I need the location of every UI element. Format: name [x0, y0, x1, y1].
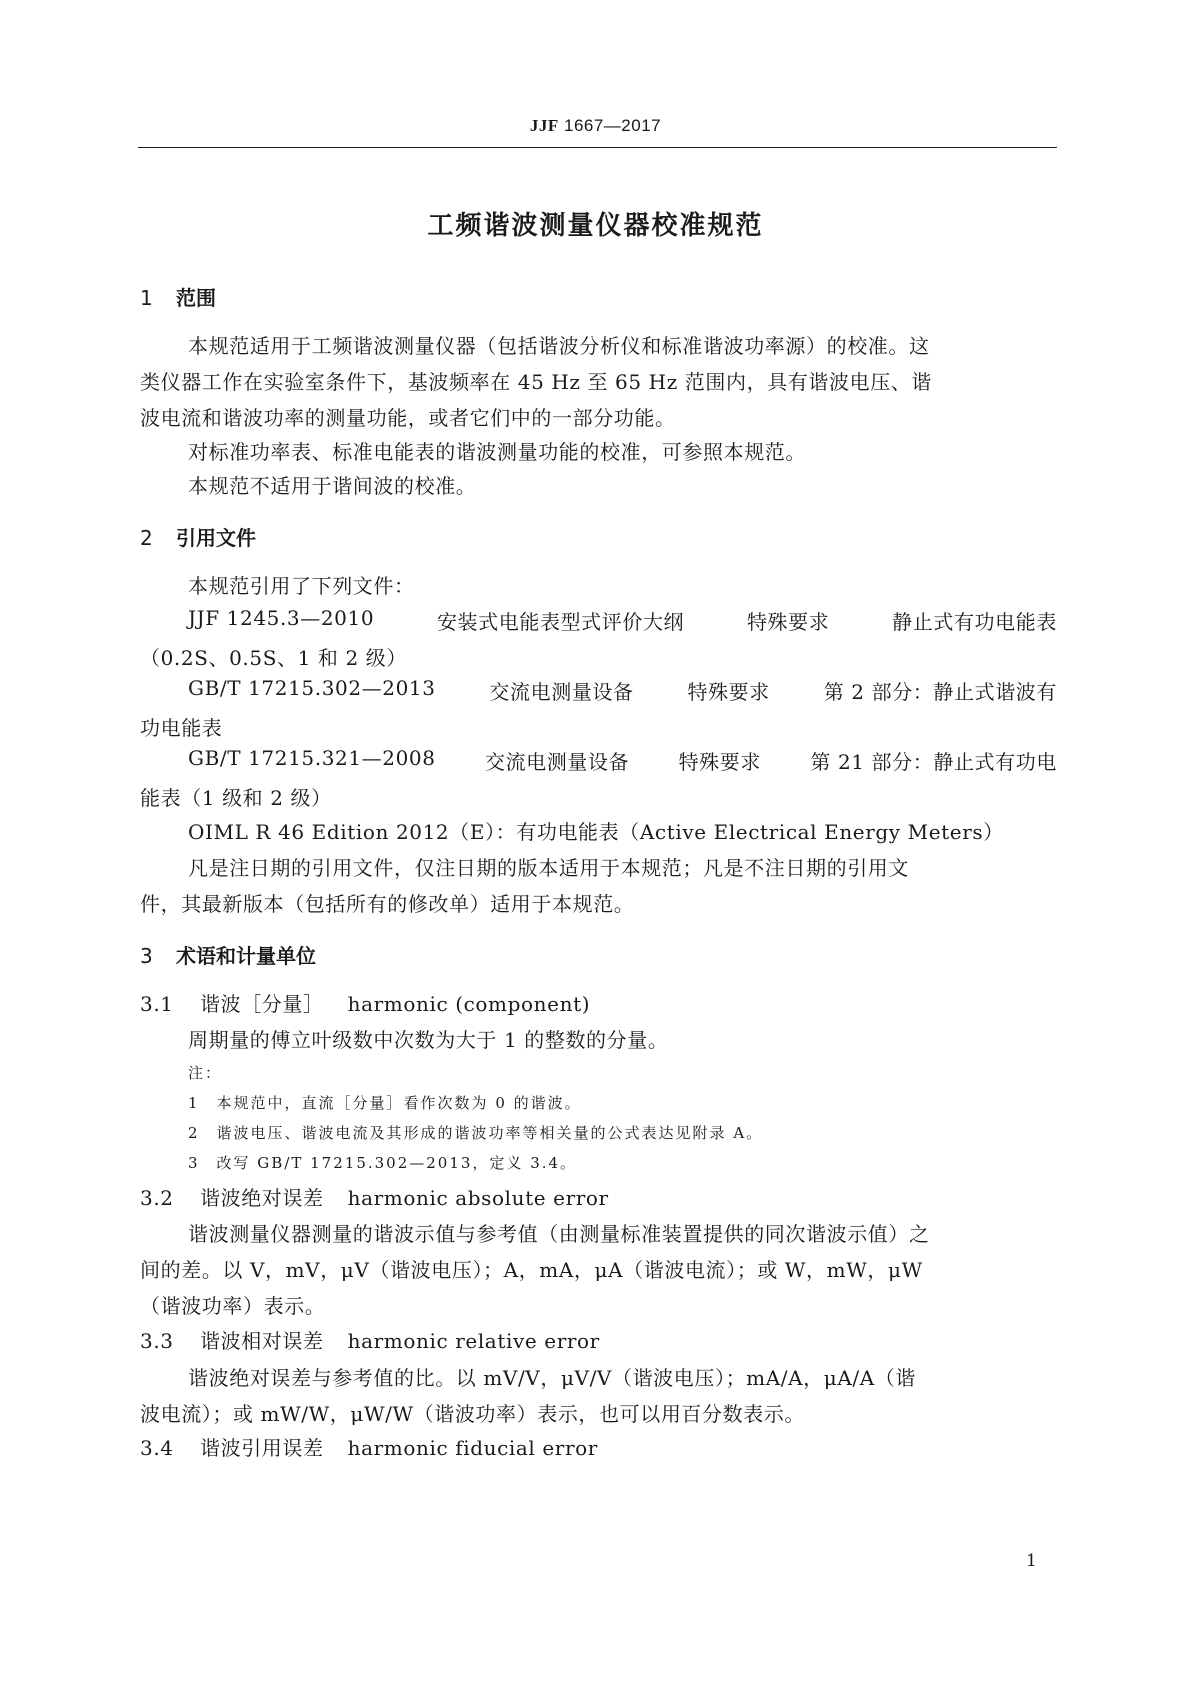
term-english: harmonic relative error [347, 1329, 600, 1353]
scope-paragraph-line: 类仪器工作在实验室条件下，基波频率在 45 Hz 至 65 Hz 范围内，具有谐波电压、谐 [140, 370, 932, 394]
term-heading [140, 1432, 598, 1461]
reference-continuation: 功电能表 [140, 716, 223, 740]
header-rule [138, 147, 1057, 148]
term-english: harmonic absolute error [347, 1186, 609, 1210]
scope-paragraph: 本规范不适用于谐间波的校准。 [188, 474, 477, 498]
term-definition-line: 谐波绝对误差与参考值的比。以 mV/V，μV/V（谐波电压）；mA/A，μA/A（谐 [188, 1366, 916, 1390]
references-note-line: 凡是注日期的引用文件，仅注日期的版本适用于本规范；凡是不注日期的引用文 [188, 856, 909, 880]
reference-continuation: （0.2S、0.5S、1 和 2 级） [140, 646, 407, 670]
section-number: 1 [140, 286, 153, 310]
scope-paragraph-line: 本规范适用于工频谐波测量仪器（包括谐波分析仪和标准谐波功率源）的校准。这 [188, 334, 930, 358]
reference-title: 交流电测量设备 [489, 680, 634, 704]
section-number: 3 [140, 944, 153, 968]
section-number: 2 [140, 526, 153, 550]
reference-entry [188, 746, 1057, 775]
term-number: 3.2 [140, 1186, 174, 1210]
section-heading-scope [140, 282, 216, 311]
note-item: 3 改写 GB/T 17215.302—2013，定义 3.4。 [188, 1154, 578, 1172]
reference-entry [188, 606, 1057, 635]
reference-code: GB/T 17215.321—2008 [188, 746, 436, 770]
term-number: 3.4 [140, 1436, 174, 1460]
standard-code-header [0, 116, 1191, 136]
page-number: 1 [1026, 1551, 1037, 1571]
term-definition-line: （谐波功率）表示。 [140, 1294, 326, 1318]
term-heading [140, 1182, 609, 1211]
reference-title: 特殊要求 [678, 750, 761, 774]
note-label: 注： [188, 1064, 223, 1082]
note-item: 1 本规范中，直流［分量］看作次数为 0 的谐波。 [188, 1094, 582, 1112]
term-english: harmonic (component) [347, 992, 591, 1016]
references-intro: 本规范引用了下列文件： [188, 574, 415, 598]
term-chinese: 谐波相对误差 [200, 1329, 324, 1353]
section-heading-references [140, 522, 256, 551]
references-note-line: 件，其最新版本（包括所有的修改单）适用于本规范。 [140, 892, 635, 916]
section-title: 术语和计量单位 [176, 944, 316, 968]
section-title: 引用文件 [176, 526, 256, 550]
reference-title: 安装式电能表型式评价大纲 [436, 610, 685, 634]
reference-continuation: 能表（1 级和 2 级） [140, 786, 332, 810]
section-heading-terms [140, 940, 316, 969]
term-heading [140, 988, 590, 1017]
term-number: 3.3 [140, 1329, 174, 1353]
reference-title: 静止式有功电能表 [892, 610, 1057, 634]
reference-code: JJF 1245.3—2010 [188, 606, 375, 630]
reference-entry: OIML R 46 Edition 2012（E）：有功电能表（Active Electrical Energy Meters） [188, 820, 1004, 844]
term-chinese: 谐波绝对误差 [200, 1186, 324, 1210]
term-heading [140, 1325, 600, 1354]
term-chinese: 谐波［分量］ [200, 992, 324, 1016]
term-english: harmonic fiducial error [347, 1436, 598, 1460]
reference-title: 第 21 部分：静止式有功电 [810, 750, 1057, 774]
term-definition-line: 谐波测量仪器测量的谐波示值与参考值（由测量标准装置提供的同次谐波示值）之 [188, 1222, 930, 1246]
scope-paragraph-line: 波电流和谐波功率的测量功能，或者它们中的一部分功能。 [140, 406, 676, 430]
reference-title: 特殊要求 [746, 610, 830, 634]
standard-code-prefix: JJF [529, 116, 559, 135]
term-definition-line: 间的差。以 V，mV，μV（谐波电压）；A，mA，μA（谐波电流）；或 W，mW，μW [140, 1258, 923, 1282]
note-item: 2 谐波电压、谐波电流及其形成的谐波功率等相关量的公式表达见附录 A。 [188, 1124, 764, 1142]
document-title: 工频谐波测量仪器校准规范 [427, 211, 764, 241]
term-definition: 周期量的傅立叶级数中次数为大于 1 的整数的分量。 [188, 1028, 669, 1052]
reference-code: GB/T 17215.302—2013 [188, 676, 436, 700]
scope-paragraph: 对标准功率表、标准电能表的谐波测量功能的校准，可参照本规范。 [188, 440, 806, 464]
reference-entry [188, 676, 1057, 705]
term-number: 3.1 [140, 992, 174, 1016]
section-title: 范围 [176, 286, 216, 310]
term-chinese: 谐波引用误差 [200, 1436, 324, 1460]
reference-title: 第 2 部分：静止式谐波有 [823, 680, 1057, 704]
standard-code-number: 1667—2017 [563, 116, 662, 135]
reference-title: 特殊要求 [687, 680, 770, 704]
reference-title: 交流电测量设备 [484, 750, 630, 774]
term-definition-line: 波电流）；或 mW/W，μW/W（谐波功率）表示，也可以用百分数表示。 [140, 1402, 806, 1426]
